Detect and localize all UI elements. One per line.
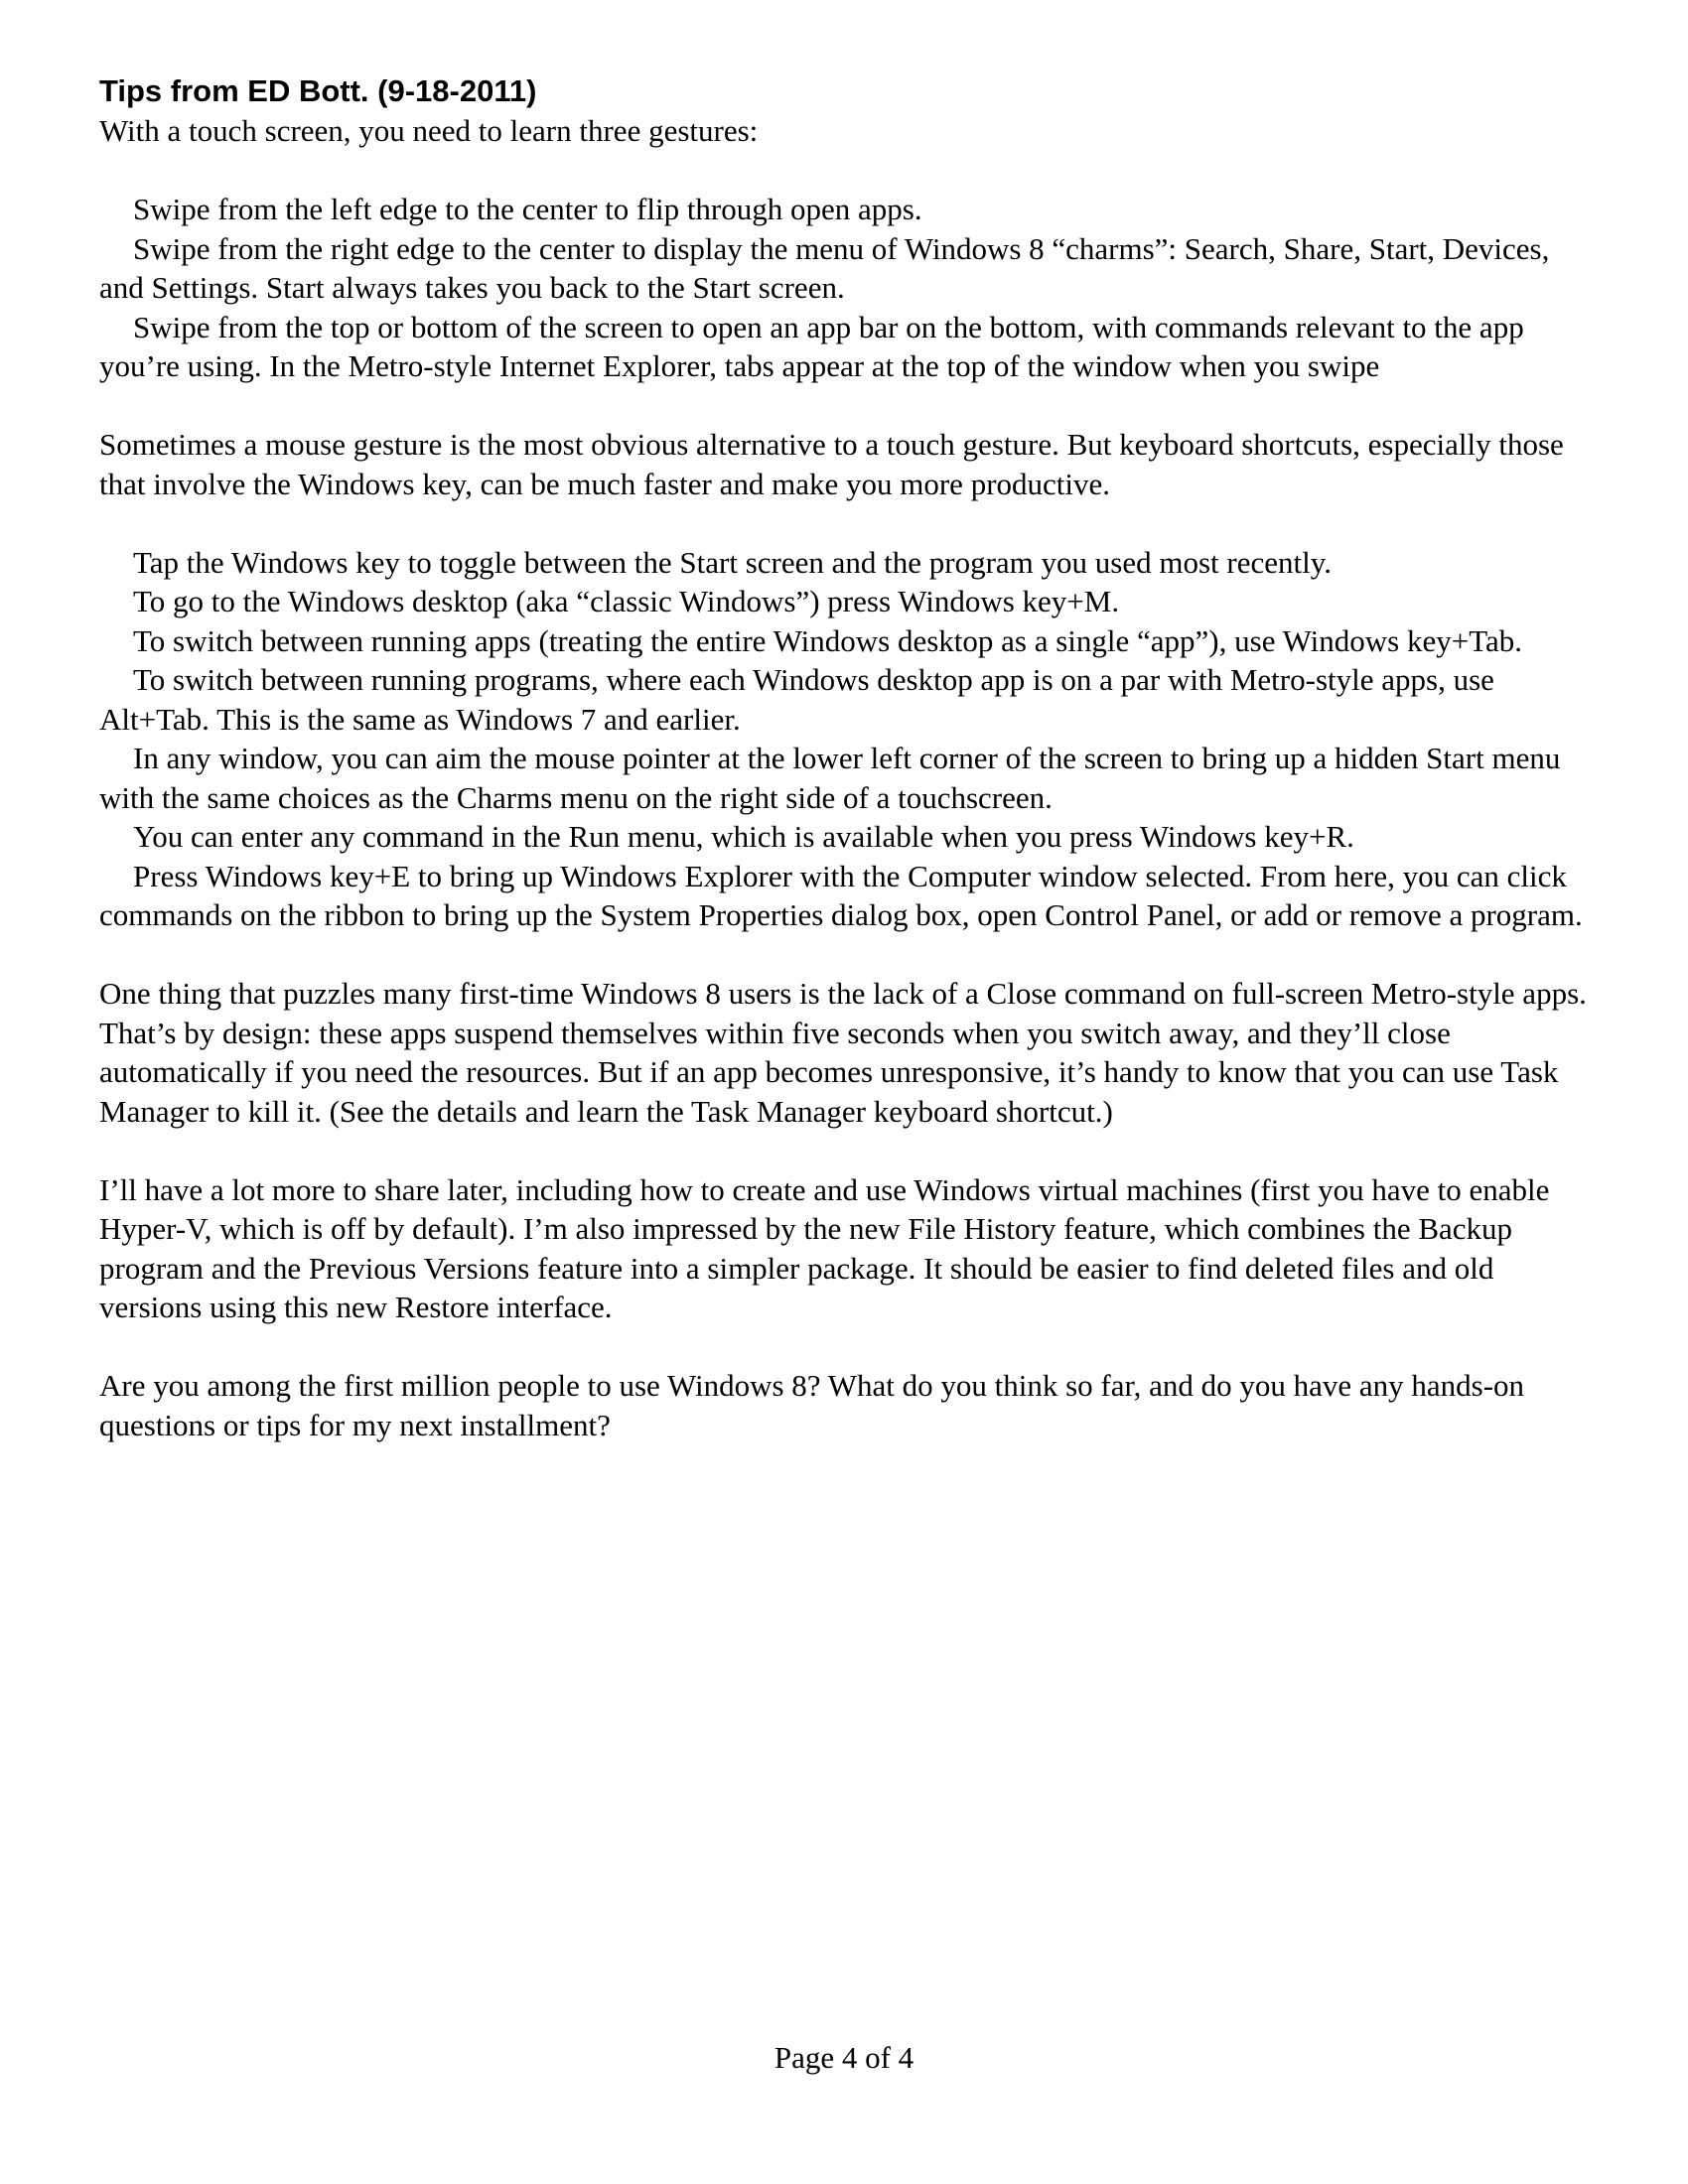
document-title: Tips from ED Bott. (9-18-2011) bbox=[99, 73, 537, 108]
spacer bbox=[99, 1327, 1589, 1367]
spacer bbox=[99, 151, 1589, 191]
spacer bbox=[99, 503, 1589, 543]
shortcut-item: Tap the Windows key to toggle between the Start screen and the program you used most recently. bbox=[133, 544, 1332, 580]
page-number: Page 4 of 4 bbox=[774, 2040, 914, 2075]
closing-question-paragraph: Are you among the first million people to use Windows 8? What do you think so far, and do you have any hands-on questions or tips for my next installment? bbox=[99, 1368, 1525, 1442]
spacer bbox=[99, 935, 1589, 975]
shortcut-item: To switch between running programs, where each Windows desktop app is on a par with Metro-style apps, use Alt+Tab. This is the same as Windows 7 and earlier. bbox=[99, 662, 1494, 737]
mouse-intro-paragraph: Sometimes a mouse gesture is the most obvious alternative to a touch gesture. But keyboard shortcuts, especially those that involve the Windows key, can be much faster and make you more productive. bbox=[99, 427, 1564, 501]
document-body bbox=[99, 111, 1589, 1444]
gesture-item: Swipe from the left edge to the center to flip through open apps. bbox=[133, 192, 922, 226]
shortcut-item: You can enter any command in the Run menu, which is available when you press Windows key+R. bbox=[133, 819, 1354, 854]
gesture-item: Swipe from the right edge to the center to display the menu of Windows 8 “charms”: Search, Share, Start, Devices, and Settings. Start always takes you back to the Start screen. bbox=[99, 230, 1550, 305]
shortcut-item: Press Windows key+E to bring up Windows Explorer with the Computer window selected. From here, you can click commands on the ribbon to bring up the System Properties dialog box, open Control Panel, or add or remove a program. bbox=[99, 858, 1583, 932]
close-command-paragraph: One thing that puzzles many first-time Windows 8 users is the lack of a Close command on full-screen Metro-style apps. That’s by design: these apps suspend themselves within five seconds when you switch away, and they’ll close automatically if you need the resources. But if an app becomes unresponsive, it’s handy to know that you can use Task Manager to kill it. (See the details and learn the Task Manager keyboard shortcut.) bbox=[99, 976, 1587, 1129]
shortcut-item: In any window, you can aim the mouse pointer at the lower left corner of the screen to bring up a hidden Start menu with the same choices as the Charms menu on the right side of a touchscreen. bbox=[99, 741, 1561, 815]
shortcut-item: To go to the Windows desktop (aka “classic Windows”) press Windows key+M. bbox=[133, 584, 1120, 618]
intro-paragraph: With a touch screen, you need to learn three gestures: bbox=[99, 113, 759, 148]
spacer bbox=[99, 386, 1589, 426]
spacer bbox=[99, 1131, 1589, 1170]
document-page bbox=[99, 71, 1589, 1444]
gesture-item: Swipe from the top or bottom of the screen to open an app bar on the bottom, with commands relevant to the app you’re using. In the Metro-style Internet Explorer, tabs appear at the top of the window when you swipe bbox=[99, 309, 1524, 383]
shortcut-item: To switch between running apps (treating the entire Windows desktop as a single “app”), use Windows key+Tab. bbox=[133, 622, 1522, 658]
more-features-paragraph: I’ll have a lot more to share later, including how to create and use Windows virtual machines (first you have to enable Hyper-V, which is off by default). I’m also impressed by the new File History feature, which combines the Backup program and the Previous Versions feature into a simpler package. It should be easier to find deleted files and old versions using this new Restore interface. bbox=[99, 1171, 1550, 1324]
